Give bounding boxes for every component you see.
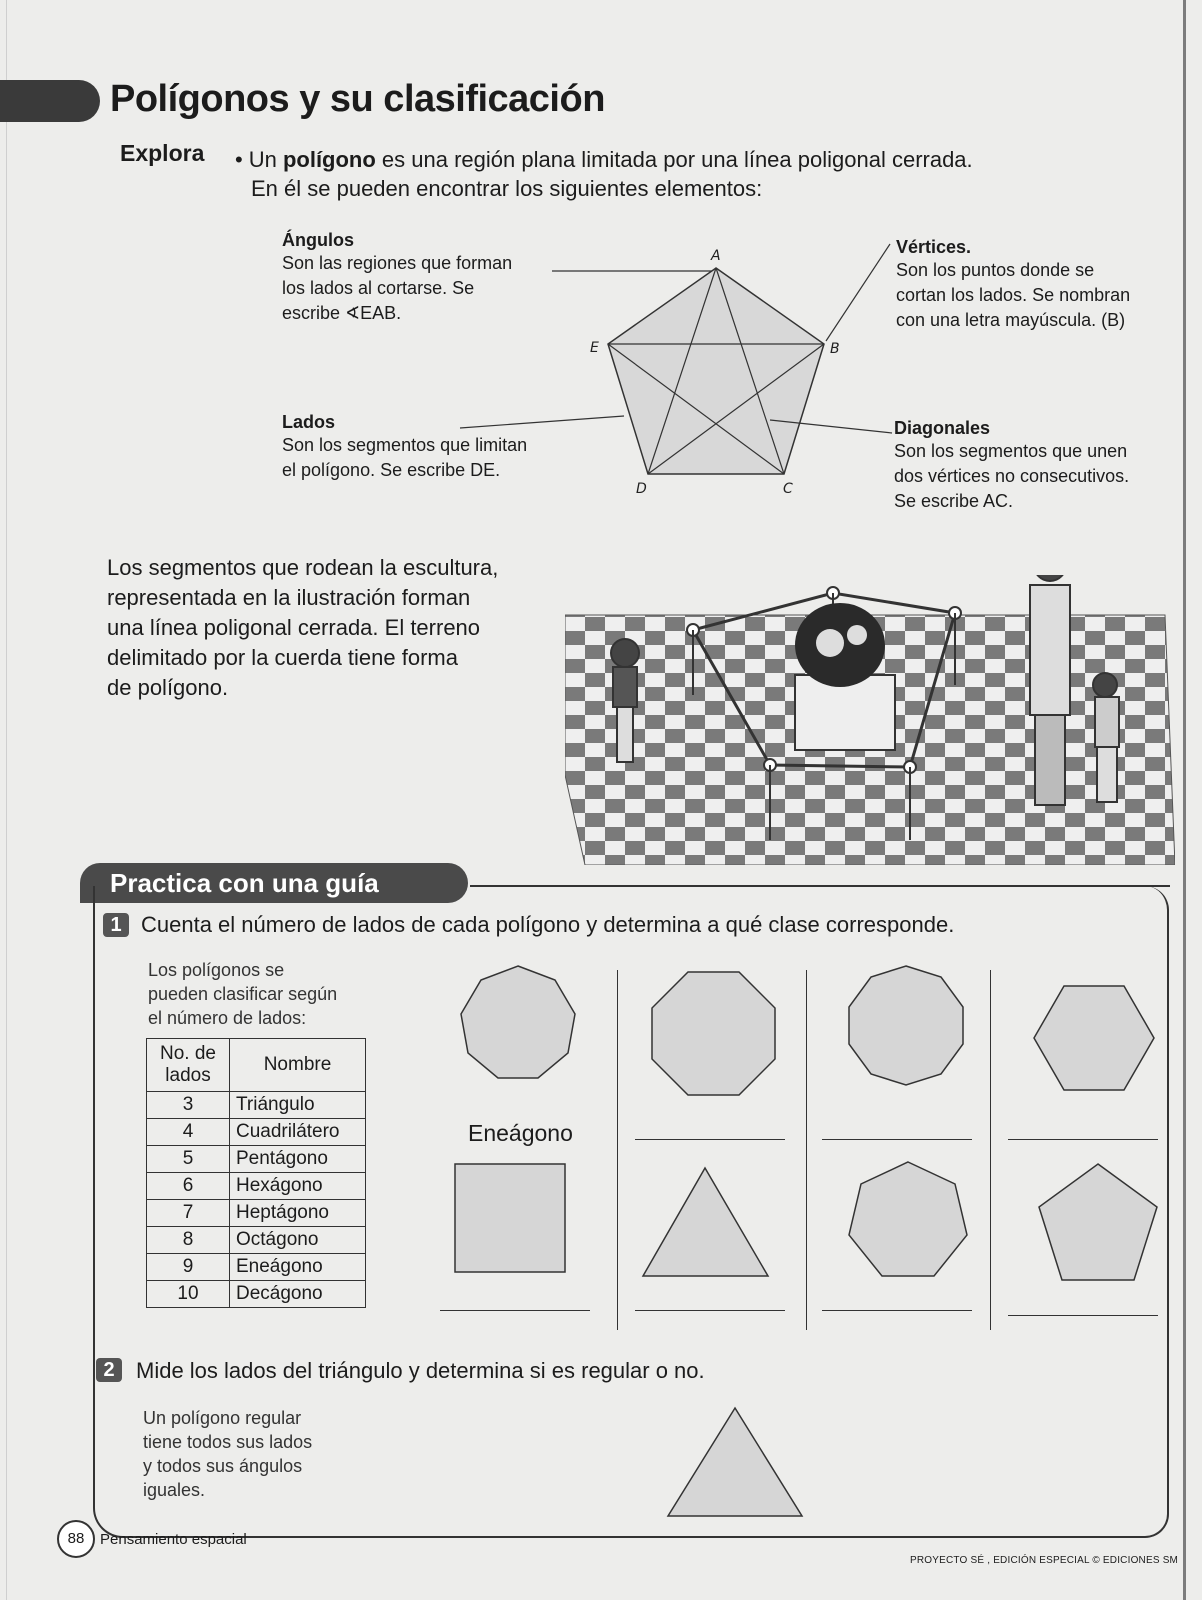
- vertices-line-3: con una letra mayúscula. (B): [896, 310, 1126, 330]
- vertices-line-2: cortan los lados. Se nombran: [896, 285, 1131, 305]
- hexagon-shape: [1034, 986, 1154, 1090]
- note2-line-4: iguales.: [143, 1480, 206, 1500]
- lados-line-2: el polígono. Se escribe DE.: [282, 460, 501, 480]
- vertices-line-1: Son los puntos donde se: [896, 260, 1095, 280]
- answer-line: [635, 1139, 785, 1140]
- header-num-lados: No. de lados: [147, 1039, 230, 1092]
- vertex-label-c: C: [783, 481, 793, 497]
- vertex-label-e: E: [590, 340, 599, 356]
- page-title: Polígonos y su clasificación: [110, 78, 605, 120]
- vertex-label-a: A: [711, 248, 721, 264]
- row-name: Decágono: [230, 1281, 366, 1308]
- row-sides: 6: [147, 1173, 230, 1200]
- nonagon-shape: [461, 966, 575, 1078]
- angulos-title: Ángulos: [282, 230, 354, 250]
- regular-polygon-note: [143, 1406, 312, 1502]
- measure-triangle-shape: [668, 1408, 802, 1516]
- vertex-label-d: D: [636, 481, 647, 497]
- note2-line-2: tiene todos sus lados: [143, 1432, 313, 1452]
- answer-line: [822, 1139, 972, 1140]
- answer-line: [1008, 1315, 1158, 1316]
- row-name: Cuadrilátero: [230, 1119, 366, 1146]
- section-name: Pensamiento espacial: [100, 1531, 247, 1548]
- row-name: Octágono: [230, 1227, 366, 1254]
- note-line-2: pueden clasificar según: [148, 984, 338, 1004]
- row-sides: 10: [147, 1281, 230, 1308]
- triangle-shape: [643, 1168, 768, 1276]
- note-line-3: el número de lados:: [148, 1008, 307, 1028]
- intro-line-3: una línea poligonal cerrada. El terreno: [107, 615, 481, 640]
- def-line-2: En él se pueden encontrar los siguientes elementos:: [251, 176, 763, 201]
- publisher-credit: PROYECTO SÉ , EDICIÓN ESPECIAL © EDICIONES SM: [910, 1555, 1179, 1566]
- page-number: 88: [57, 1520, 95, 1558]
- row-sides: 8: [147, 1227, 230, 1254]
- row-name: Triángulo: [230, 1092, 366, 1119]
- def-text-post: es una región plana limitada por una línea poligonal cerrada.: [375, 147, 973, 172]
- row-name: Heptágono: [230, 1200, 366, 1227]
- heptagon-shape: [849, 1162, 967, 1276]
- exercise-2-prompt: Mide los lados del triángulo y determina si es regular o no.: [136, 1358, 705, 1383]
- pentagon-small-shape: [1039, 1164, 1157, 1280]
- octagon-shape: [652, 972, 775, 1095]
- explora-label: Explora: [120, 140, 205, 166]
- row-sides: 3: [147, 1092, 230, 1119]
- angulos-line-2: los lados al cortarse. Se: [282, 278, 475, 298]
- row-sides: 4: [147, 1119, 230, 1146]
- row-sides: 7: [147, 1200, 230, 1227]
- example-answer: Eneágono: [468, 1120, 573, 1146]
- diagonales-line-2: dos vértices no consecutivos.: [894, 466, 1130, 486]
- note-line-1: Los polígonos se: [148, 960, 285, 980]
- diagonales-title: Diagonales: [894, 418, 991, 438]
- note2-line-3: y todos sus ángulos: [143, 1456, 303, 1476]
- exercise-1-prompt: Cuenta el número de lados de cada polígono y determina a qué clase corresponde.: [141, 912, 955, 937]
- intro-line-5: de polígono.: [107, 675, 229, 700]
- answer-line: [1008, 1139, 1158, 1140]
- header-nombre: Nombre: [230, 1039, 366, 1092]
- diagonales-line-1: Son los segmentos que unen: [894, 441, 1128, 461]
- exercise-1-number: 1: [103, 913, 129, 937]
- diagonales-line-3: Se escribe AC.: [894, 491, 1014, 511]
- def-term: polígono: [282, 147, 376, 172]
- answer-line: [440, 1310, 590, 1311]
- intro-line-4: delimitado por la cuerda tiene forma: [107, 645, 458, 670]
- row-sides: 5: [147, 1146, 230, 1173]
- intro-line-2: representada en la ilustración forman: [107, 585, 471, 610]
- row-sides: 9: [147, 1254, 230, 1281]
- note2-line-1: Un polígono regular: [143, 1408, 302, 1428]
- answer-line: [822, 1310, 972, 1311]
- intro-line-1: Los segmentos que rodean la escultura,: [107, 555, 499, 580]
- row-name: Hexágono: [230, 1173, 366, 1200]
- decagon-shape: [849, 966, 963, 1085]
- square-shape: [455, 1164, 565, 1272]
- lados-line-1: Son los segmentos que limitan: [282, 435, 528, 455]
- row-name: Pentágono: [230, 1146, 366, 1173]
- row-name: Eneágono: [230, 1254, 366, 1281]
- answer-line: [635, 1310, 785, 1311]
- vertices-title: Vértices.: [896, 237, 972, 257]
- lados-title: Lados: [282, 412, 336, 432]
- def-text-pre: Un: [248, 147, 283, 172]
- bullet-glyph: •: [235, 147, 243, 172]
- angulos-line-1: Son las regiones que forman: [282, 253, 513, 273]
- angulos-line-3: escribe ∢EAB.: [282, 303, 402, 323]
- practica-tab: Practica con una guía: [80, 863, 468, 903]
- vertex-label-b: B: [830, 341, 840, 357]
- exercise-2-number: 2: [96, 1358, 122, 1382]
